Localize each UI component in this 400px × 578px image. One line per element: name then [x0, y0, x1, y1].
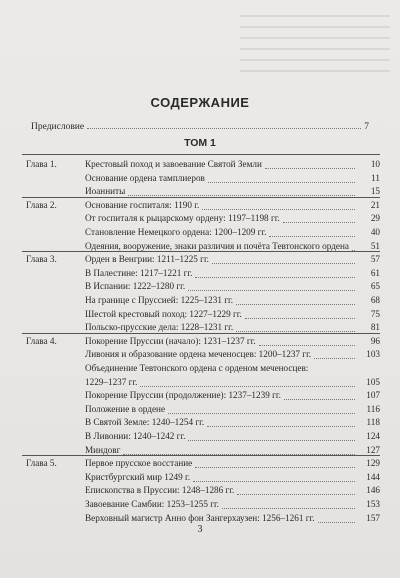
- entry-page: 107: [366, 390, 380, 401]
- entry-title: В Палестине: 1217–1221 гг.: [85, 267, 193, 278]
- page-number: 3: [197, 524, 203, 535]
- entry-title: Положение в ордене: [85, 403, 166, 414]
- toc-entry: [22, 470, 382, 484]
- dot-leader: [236, 320, 355, 332]
- entry-page: 61: [370, 267, 380, 278]
- preface-entry: [31, 118, 369, 132]
- dot-leader: [237, 483, 355, 495]
- toc-entry: [22, 511, 382, 525]
- entry-page: 127: [366, 444, 380, 455]
- toc-entry: [22, 415, 382, 429]
- dot-leader: [188, 279, 355, 291]
- toc-entry: [22, 266, 382, 280]
- entry-title: В Испании: 1222–1280 гг.: [85, 281, 186, 292]
- entry-page: 129: [366, 458, 380, 469]
- dot-leader: [123, 443, 355, 455]
- preface-title: Предисловие: [31, 122, 85, 132]
- toc-entry: [22, 497, 382, 511]
- entry-page: 96: [370, 335, 380, 346]
- dot-leader: [352, 239, 355, 251]
- entry-title: Епископства в Пруссии: 1248–1286 гг.: [85, 485, 235, 496]
- toc-entry: [22, 361, 382, 375]
- entry-page: 51: [370, 240, 380, 251]
- toc-entry: [22, 456, 382, 470]
- entry-title: Покорение Пруссии (начало): 1231–1237 гг.: [85, 335, 256, 346]
- entry-title: Завоевание Самбии: 1253–1255 гг.: [85, 499, 220, 509]
- entry-title: 1229–1237 гг.: [85, 376, 138, 387]
- dot-leader: [265, 157, 355, 169]
- volume-title: ТОМ 1: [184, 137, 216, 149]
- toc-entry: [22, 211, 382, 225]
- entry-title: Одеяния, вооружение, знаки различия и почёта Тевтонского ордена: [85, 240, 349, 251]
- dot-leader: [202, 198, 355, 210]
- entry-title: Шестой крестовый поход: 1227–1229 гг.: [85, 308, 242, 319]
- entry-page: 157: [366, 512, 380, 523]
- toc-entry: [22, 252, 382, 266]
- entry-page: 21: [370, 199, 380, 210]
- toc-entry: [22, 483, 382, 497]
- dot-leader: [318, 511, 355, 523]
- toc-entry: [22, 171, 382, 185]
- entry-page: 116: [366, 403, 380, 414]
- dot-leader: [207, 415, 355, 427]
- dot-leader: [259, 334, 355, 346]
- entry-title: На границе с Пруссией: 1225–1231 гг.: [85, 295, 234, 305]
- dot-leader: [236, 293, 355, 305]
- dot-leader: [195, 456, 355, 468]
- entry-page: 118: [366, 417, 380, 428]
- entry-title: Верховный магистр Анно фон Зангерхаузен: 1256–1261 гг.: [85, 512, 315, 523]
- entry-title: Объединение Тевтонского ордена с орденом меченосцев:: [85, 363, 309, 373]
- entry-page: 144: [366, 471, 380, 482]
- dot-leader: [314, 347, 355, 359]
- toc-entry: [22, 429, 382, 443]
- entry-title: Становление Немецкого ордена: 1200–1209 гг.: [85, 227, 267, 237]
- dot-leader: [284, 388, 355, 400]
- entry-page: 81: [370, 322, 380, 333]
- entry-title: Иоанниты: [85, 186, 126, 197]
- entry-page: 29: [370, 213, 380, 224]
- entry-title: Основание ордена тамплиеров: [85, 172, 205, 183]
- dot-leader: [87, 128, 361, 129]
- toc-entry: [22, 225, 382, 239]
- dot-leader: [208, 171, 355, 183]
- dot-leader: [245, 307, 355, 319]
- toc-entry: [22, 402, 382, 416]
- entry-page: 65: [370, 281, 380, 292]
- entry-page: 103: [366, 349, 380, 360]
- entry-title: Первое прусское восстание: [85, 458, 193, 469]
- dot-leader: [269, 225, 355, 237]
- toc-entry: [22, 347, 382, 361]
- entry-page: 153: [366, 499, 380, 509]
- entry-title: От госпиталя к рыцарскому ордену: 1197–1198 гг.: [85, 213, 280, 224]
- entry-page: 146: [366, 485, 380, 496]
- entry-title: Крестовый поход и завоевание Святой Земли: [85, 159, 262, 169]
- dot-leader: [212, 252, 355, 264]
- toc-entry: [22, 279, 382, 293]
- chapter-number: Глава 1.: [26, 159, 57, 169]
- chapter-number: Глава 2.: [26, 199, 57, 210]
- toc-entry: [22, 334, 382, 348]
- entry-page: 68: [370, 295, 380, 305]
- entry-page: 15: [370, 186, 380, 197]
- toc-entry: [22, 157, 382, 171]
- dot-leader: [283, 211, 355, 223]
- chapter-number: Глава 3.: [26, 254, 57, 265]
- dot-leader: [193, 470, 355, 482]
- entry-page: 11: [371, 172, 380, 183]
- entry-title: Орден в Венгрии: 1211–1225 гг.: [85, 254, 209, 265]
- entry-page: 10: [370, 159, 380, 169]
- entry-page: 75: [370, 308, 380, 319]
- entry-title: Основание госпиталя: 1190 г.: [85, 199, 200, 210]
- contents-heading: СОДЕРЖАНИЕ: [150, 95, 250, 110]
- chapter-number: Глава 5.: [26, 458, 57, 469]
- toc-entry: [22, 293, 382, 307]
- dot-leader: [195, 266, 355, 278]
- dot-leader: [168, 402, 355, 414]
- toc-entry: [22, 388, 382, 402]
- entry-page: 105: [366, 376, 380, 387]
- toc-entry: [22, 307, 382, 321]
- entry-title: Миндовг: [85, 444, 121, 455]
- chapter-number: Глава 4.: [26, 335, 57, 346]
- dot-leader: [188, 429, 355, 441]
- entry-page: 40: [370, 227, 380, 237]
- chapter-separator: [22, 154, 380, 155]
- show-through-text: [240, 6, 390, 84]
- entry-page: 124: [366, 431, 380, 441]
- entry-title: Кристбургский мир 1249 г.: [85, 471, 191, 482]
- dot-leader: [140, 375, 355, 387]
- entry-title: В Ливонии: 1240–1242 гг.: [85, 431, 186, 441]
- entry-title: Польско-прусские дела: 1228–1231 гг.: [85, 322, 234, 333]
- entry-title: В Святой Земле: 1240–1254 гг.: [85, 417, 205, 428]
- entry-title: Ливония и образование ордена меченосцев: 1200–1237 гг.: [85, 349, 312, 360]
- toc-entry: [22, 198, 382, 212]
- preface-page: 7: [364, 122, 369, 132]
- entry-title: Покорение Пруссии (продолжение): 1237–1239 гг.: [85, 390, 281, 401]
- toc-entry: [22, 375, 382, 389]
- entry-page: 57: [370, 254, 380, 265]
- dot-leader: [128, 184, 355, 196]
- dot-leader: [222, 497, 355, 509]
